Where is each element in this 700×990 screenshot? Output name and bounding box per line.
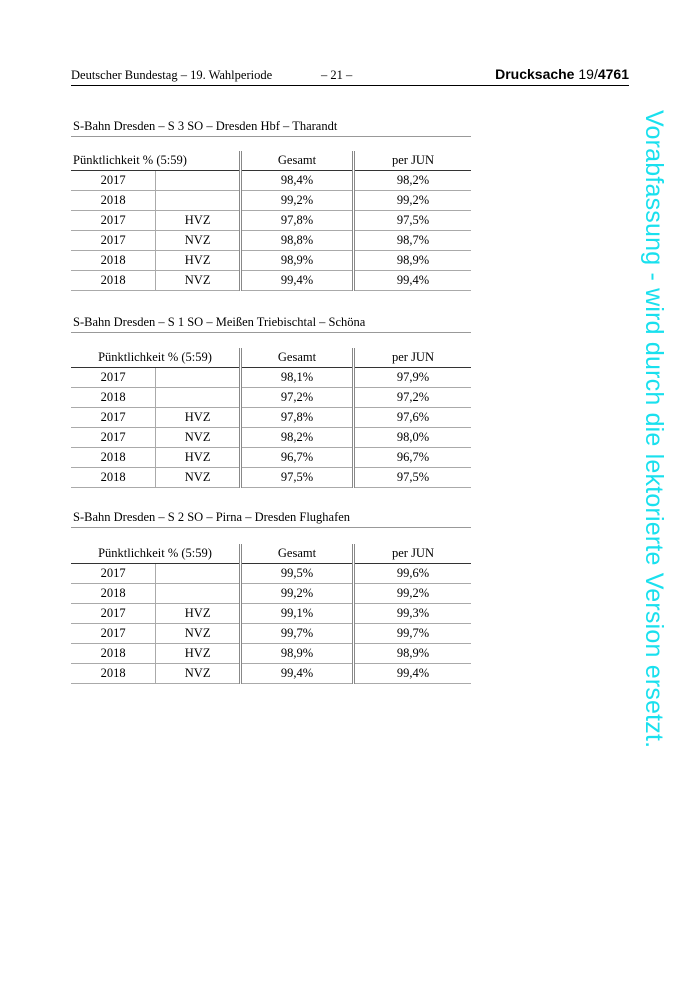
header-per: per JUN: [354, 151, 472, 171]
cell-per: 98,9%: [354, 644, 472, 664]
header-title: Deutscher Bundestag – 19. Wahlperiode: [71, 68, 273, 82]
cell-year: 2018: [71, 644, 156, 664]
cell-type: [156, 564, 241, 584]
cell-gesamt: 99,2%: [241, 191, 354, 211]
cell-per: 96,7%: [354, 448, 472, 468]
cell-type: HVZ: [156, 408, 241, 428]
table-row: [71, 448, 471, 468]
table-row: [71, 191, 471, 211]
table-header-row: [71, 544, 471, 564]
cell-year: 2018: [71, 448, 156, 468]
cell-year: 2017: [71, 408, 156, 428]
table-row: [71, 664, 471, 684]
cell-gesamt: 96,7%: [241, 448, 354, 468]
cell-type: HVZ: [156, 211, 241, 231]
cell-per: 99,4%: [354, 664, 472, 684]
punctuality-table: [71, 544, 471, 684]
table-row: [71, 271, 471, 291]
cell-year: 2017: [71, 624, 156, 644]
cell-per: 98,9%: [354, 251, 472, 271]
cell-year: 2017: [71, 211, 156, 231]
table-row: [71, 368, 471, 388]
header-label: Pünktlichkeit % (5:59): [71, 348, 241, 368]
section-s2: [71, 507, 471, 680]
cell-year: 2018: [71, 271, 156, 291]
cell-gesamt: 97,8%: [241, 211, 354, 231]
cell-year: 2017: [71, 428, 156, 448]
cell-type: HVZ: [156, 448, 241, 468]
cell-gesamt: 98,8%: [241, 231, 354, 251]
table-row: [71, 644, 471, 664]
doc-label: Drucksache: [495, 66, 575, 82]
cell-gesamt: 98,2%: [241, 428, 354, 448]
table-header-row: [71, 348, 471, 368]
table-row: [71, 584, 471, 604]
cell-per: 99,2%: [354, 584, 472, 604]
document-number: [495, 66, 629, 82]
punctuality-table: [71, 151, 471, 291]
cell-per: 98,7%: [354, 231, 472, 251]
cell-type: NVZ: [156, 624, 241, 644]
cell-type: NVZ: [156, 428, 241, 448]
cell-per: 97,5%: [354, 211, 472, 231]
cell-type: NVZ: [156, 468, 241, 488]
cell-gesamt: 99,2%: [241, 584, 354, 604]
cell-gesamt: 99,7%: [241, 624, 354, 644]
cell-type: HVZ: [156, 251, 241, 271]
cell-year: 2017: [71, 604, 156, 624]
table-row: [71, 624, 471, 644]
table-row: [71, 251, 471, 271]
page-number: – 21 –: [321, 68, 353, 82]
cell-per: 99,2%: [354, 191, 472, 211]
cell-gesamt: 98,1%: [241, 368, 354, 388]
table-row: [71, 211, 471, 231]
cell-type: NVZ: [156, 664, 241, 684]
section-s1: [71, 312, 471, 484]
table-row: [71, 564, 471, 584]
cell-type: [156, 191, 241, 211]
cell-year: 2018: [71, 251, 156, 271]
cell-gesamt: 98,4%: [241, 171, 354, 191]
cell-per: 98,2%: [354, 171, 472, 191]
cell-gesamt: 99,5%: [241, 564, 354, 584]
cell-per: 99,4%: [354, 271, 472, 291]
doc-num-prefix: 19/: [578, 66, 598, 82]
table-row: [71, 231, 471, 251]
section-s3: [71, 116, 471, 287]
cell-per: 97,6%: [354, 408, 472, 428]
cell-year: 2017: [71, 231, 156, 251]
table-row: [71, 171, 471, 191]
page-header: [71, 68, 629, 86]
section-title: S-Bahn Dresden – S 1 SO – Meißen Triebischtal – Schöna: [71, 312, 471, 333]
cell-gesamt: 98,9%: [241, 644, 354, 664]
cell-per: 99,6%: [354, 564, 472, 584]
cell-type: [156, 584, 241, 604]
table-row: [71, 388, 471, 408]
section-title: S-Bahn Dresden – S 3 SO – Dresden Hbf – Tharandt: [71, 116, 471, 137]
cell-year: 2018: [71, 664, 156, 684]
header-label: Pünktlichkeit % (5:59): [71, 151, 241, 171]
cell-year: 2018: [71, 584, 156, 604]
table-row: [71, 408, 471, 428]
doc-num-main: 4761: [597, 66, 629, 82]
header-gesamt: Gesamt: [241, 544, 354, 564]
cell-gesamt: 97,2%: [241, 388, 354, 408]
cell-type: HVZ: [156, 644, 241, 664]
cell-per: 97,5%: [354, 468, 472, 488]
header-label: Pünktlichkeit % (5:59): [71, 544, 241, 564]
cell-per: 99,3%: [354, 604, 472, 624]
table-header-row: [71, 151, 471, 171]
cell-type: [156, 171, 241, 191]
cell-gesamt: 99,1%: [241, 604, 354, 624]
cell-year: 2018: [71, 388, 156, 408]
draft-watermark: Vorabfassung - wird durch die lektorierte Version ersetzt.: [640, 110, 668, 749]
cell-type: NVZ: [156, 231, 241, 251]
cell-gesamt: 98,9%: [241, 251, 354, 271]
cell-year: 2017: [71, 564, 156, 584]
header-gesamt: Gesamt: [241, 348, 354, 368]
header-per: per JUN: [354, 348, 472, 368]
cell-type: [156, 388, 241, 408]
punctuality-table: [71, 348, 471, 488]
cell-per: 98,0%: [354, 428, 472, 448]
table-row: [71, 428, 471, 448]
cell-year: 2018: [71, 191, 156, 211]
header-gesamt: Gesamt: [241, 151, 354, 171]
table-row: [71, 604, 471, 624]
cell-year: 2017: [71, 171, 156, 191]
cell-year: 2017: [71, 368, 156, 388]
cell-per: 97,9%: [354, 368, 472, 388]
header-per: per JUN: [354, 544, 472, 564]
cell-per: 97,2%: [354, 388, 472, 408]
table-row: [71, 468, 471, 488]
cell-per: 99,7%: [354, 624, 472, 644]
cell-gesamt: 99,4%: [241, 664, 354, 684]
cell-type: HVZ: [156, 604, 241, 624]
cell-type: [156, 368, 241, 388]
section-title: S-Bahn Dresden – S 2 SO – Pirna – Dresden Flughafen: [71, 507, 471, 528]
cell-type: NVZ: [156, 271, 241, 291]
cell-gesamt: 97,5%: [241, 468, 354, 488]
cell-year: 2018: [71, 468, 156, 488]
cell-gesamt: 99,4%: [241, 271, 354, 291]
cell-gesamt: 97,8%: [241, 408, 354, 428]
